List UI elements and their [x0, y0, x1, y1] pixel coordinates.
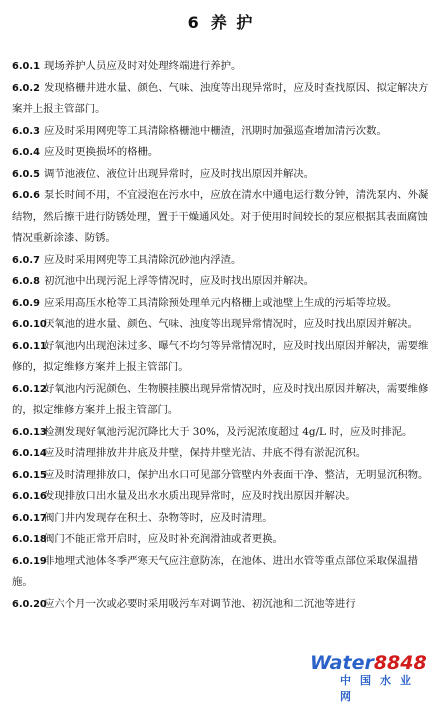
clause-number: 6.0.18 [12, 534, 47, 545]
watermark-logo [310, 652, 436, 703]
clause-number: 6.0.19 [12, 555, 47, 567]
clause-number: 6.0.13 [12, 426, 47, 438]
clause-text: 检测发现好氧池污泥沉降比大于 30%，及污泥浓度超过 4g/L 时，应及时排泥。 [44, 425, 413, 438]
watermark-cn: 中国水业网 [340, 674, 420, 703]
watermark-site: Water8848 [310, 652, 427, 674]
clause-text: 应六个月一次或必要时采用吸污车对调节池、初沉池和二沉池等进行 [44, 597, 356, 610]
clause-text: 应及时更换损坏的格栅。 [44, 146, 159, 158]
clause-number: 6.0.9 [12, 297, 40, 309]
clause-text: 发现排放口出水量及出水水质出现异常时，应及时找出原因并解决。 [44, 490, 356, 502]
clause-text: 非地埋式池体冬季严寒天气应注意防冻，在池体、进出水管等重点部位采取保温措施。 [12, 554, 419, 588]
clause-number: 6.0.14 [12, 448, 47, 459]
clause-number: 6.0.3 [12, 125, 40, 137]
clause-number: 6.0.15 [12, 469, 47, 481]
clause-item [0, 78, 442, 121]
clause-text: 泵长时间不用，不宜浸泡在污水中，应放在清水中通电运行数分钟，清洗泵内、外凝结物，然后擦干进行防锈处理，置于干燥通风处。对于使用时间较长的泵应根据其表面腐蚀情况重新涂漆、防锈。 [12, 189, 429, 244]
clause-item [0, 185, 442, 250]
clause-item [0, 551, 442, 594]
clause-number: 6.0.20 [12, 598, 47, 610]
clause-text: 现场养护人员应及时对处理终端进行养护。 [44, 60, 242, 72]
clause-item [0, 465, 442, 487]
clause-text: 调节池液位、液位计出现异常时，应及时找出原因并解决。 [44, 167, 315, 180]
clause-number: 6.0.17 [12, 512, 47, 524]
clause-text: 阀门不能正常开启时，应及时补充润滑油或者更换。 [44, 533, 283, 545]
clause-number: 6.0.8 [12, 276, 40, 287]
clause-item [0, 443, 442, 465]
clause-number: 6.0.12 [12, 383, 47, 395]
clause-text: 初沉池中出现污泥上浮等情况时，应及时找出原因并解决。 [44, 275, 315, 287]
clause-text: 厌氧池的进水量、颜色、气味、浊度等出现异常情况时，应及时找出原因并解决。 [44, 318, 419, 330]
section-number: 6 [187, 13, 201, 32]
clause-item [0, 336, 442, 379]
clause-item [0, 314, 442, 336]
clause-item [0, 529, 442, 551]
clause-item [0, 121, 442, 143]
clause-item [0, 142, 442, 164]
clause-item [0, 486, 442, 508]
clause-number: 6.0.2 [12, 82, 40, 94]
clause-item [0, 422, 442, 444]
clause-list [0, 56, 442, 615]
clause-item [0, 293, 442, 315]
clause-item [0, 508, 442, 530]
section-heading: 养 护 [210, 13, 255, 32]
clause-text: 应及时采用网兜等工具清除沉砂池内浮渣。 [44, 253, 242, 266]
clause-item [0, 594, 442, 616]
clause-number: 6.0.6 [12, 190, 40, 201]
section-title [0, 10, 442, 33]
clause-number: 6.0.1 [12, 61, 40, 72]
clause-number: 6.0.5 [12, 168, 40, 180]
clause-item [0, 250, 442, 272]
clause-item [0, 271, 442, 293]
clause-number: 6.0.16 [12, 491, 47, 502]
clause-text: 好氧池内出现泡沫过多、曝气不均匀等异常情况时，应及时找出原因并解决，需要维修的，拟定维修方案并上报主管部门。 [12, 339, 429, 373]
clause-text: 应及时清理排放口，保护出水口可见部分管壁内外表面干净、整洁，无明显沉积物。 [44, 468, 429, 481]
clause-text: 应及时采用网兜等工具清除格栅池中栅渣，汛期时加强巡查增加清污次数。 [44, 124, 387, 137]
clause-item [0, 56, 442, 78]
clause-item [0, 379, 442, 422]
clause-text: 发现格栅井进水量、颜色、气味、浊度等出现异常时，应及时查找原因、拟定解决方案并上报主管部门。 [12, 81, 429, 115]
clause-number: 6.0.11 [12, 340, 47, 352]
clause-text: 阀门井内发现存在积土、杂物等时，应及时清理。 [44, 511, 273, 524]
clause-text: 应采用高压水枪等工具清除预处理单元内格栅上或池壁上生成的污垢等垃圾。 [44, 296, 398, 309]
clause-item [0, 164, 442, 186]
clause-number: 6.0.7 [12, 254, 40, 266]
clause-number: 6.0.4 [12, 147, 40, 158]
clause-text: 好氧池内污泥颜色、生物膜挂膜出现异常情况时，应及时找出原因并解决，需要维修的，拟定维修方案并上报主管部门。 [12, 382, 429, 416]
clause-text: 应及时清理排放井井底及井壁，保持井壁光洁、井底不得有淤泥沉积。 [44, 447, 367, 459]
clause-number: 6.0.10 [12, 319, 47, 330]
